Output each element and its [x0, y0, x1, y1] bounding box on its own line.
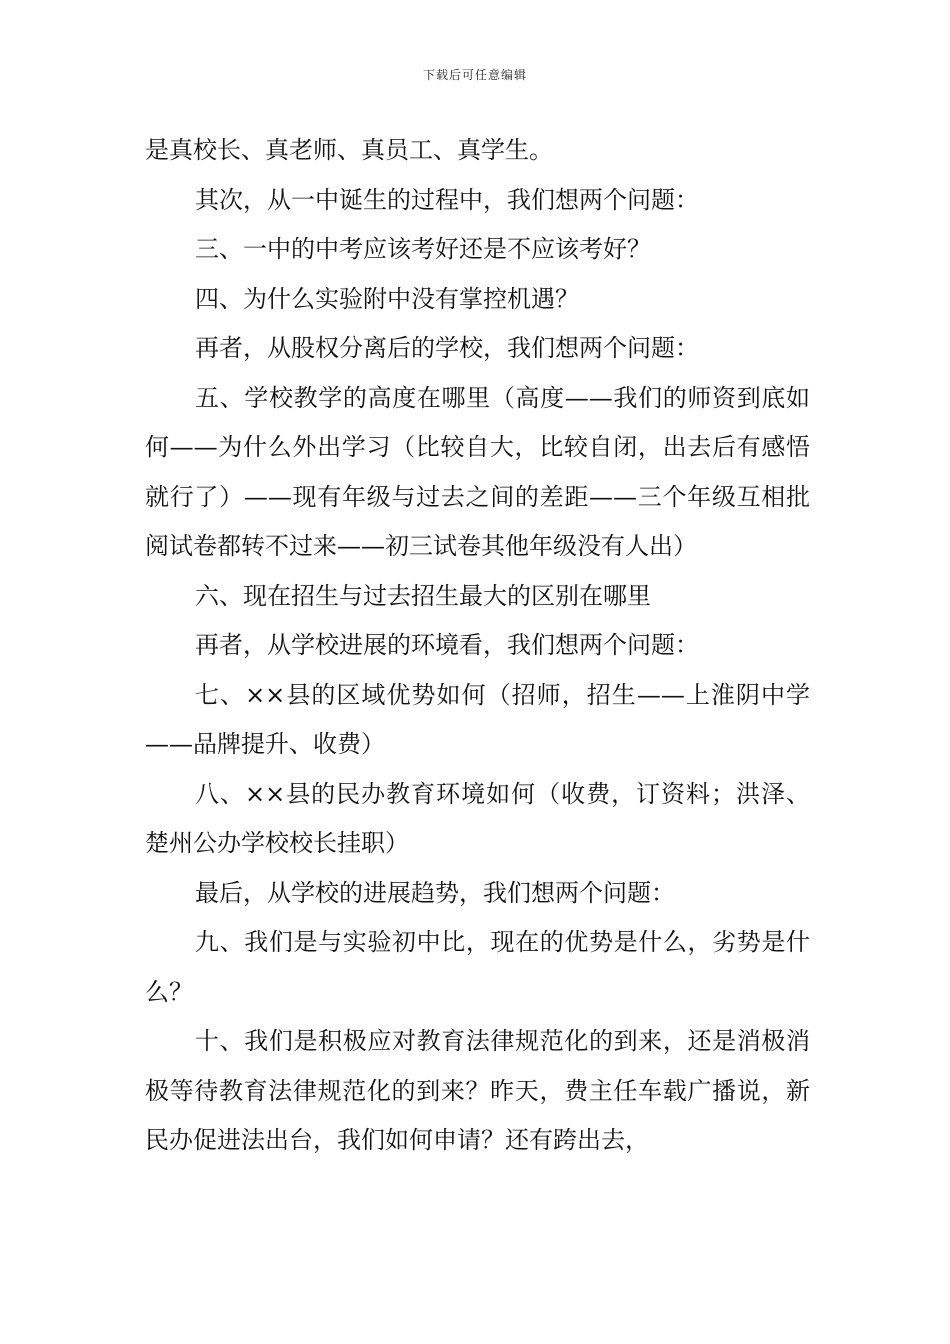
paragraph-4: 四、为什么实验附中没有掌控机遇？ [195, 284, 579, 313]
paragraph-12: 九、我们是与实验初中比，现在的优势是什么，劣势是什么？ [145, 928, 810, 1006]
paragraph-1: 是真校长、真老师、真员工、真学生。 [145, 136, 553, 164]
page-header-note: 下载后可任意编辑 [422, 68, 527, 82]
paragraph-9: 七、××县的区域优势如何（招师，招生——上淮阴中学——品牌提升、收费） [145, 680, 810, 758]
paragraph-3: 三、一中的中考应该考好还是不应该考好？ [195, 235, 651, 263]
paragraph-2: 其次，从一中诞生的过程中，我们想两个问题： [195, 185, 699, 214]
paragraph-11: 最后，从学校的进展趋势，我们想两个问题： [195, 878, 675, 907]
document-body [145, 126, 810, 1166]
paragraph-5: 再者，从股权分离后的学校，我们想两个问题： [195, 334, 699, 362]
paragraph-8: 再者，从学校进展的环境看，我们想两个问题： [195, 631, 699, 659]
paragraph-10: 八、××县的民办教育环境如何（收费，订资料；洪泽、楚州公办学校校长挂职） [145, 779, 810, 857]
paragraph-6: 五、学校教学的高度在哪里（高度——我们的师资到底如何——为什么外出学习（比较自大，比较自闭，出去后有感悟就行了）——现有年级与过去之间的差距——三个年级互相批阅试卷都转不过来——初三试卷其他年级没有人出） [145, 383, 810, 560]
paragraph-7: 六、现在招生与过去招生最大的区别在哪里 [195, 581, 651, 610]
paragraph-13: 十、我们是积极应对教育法律规范化的到来，还是消极消极等待教育法律规范化的到来？昨天，费主任车载广播说，新民办促进法出台，我们如何申请？还有跨出去， [145, 1027, 810, 1154]
